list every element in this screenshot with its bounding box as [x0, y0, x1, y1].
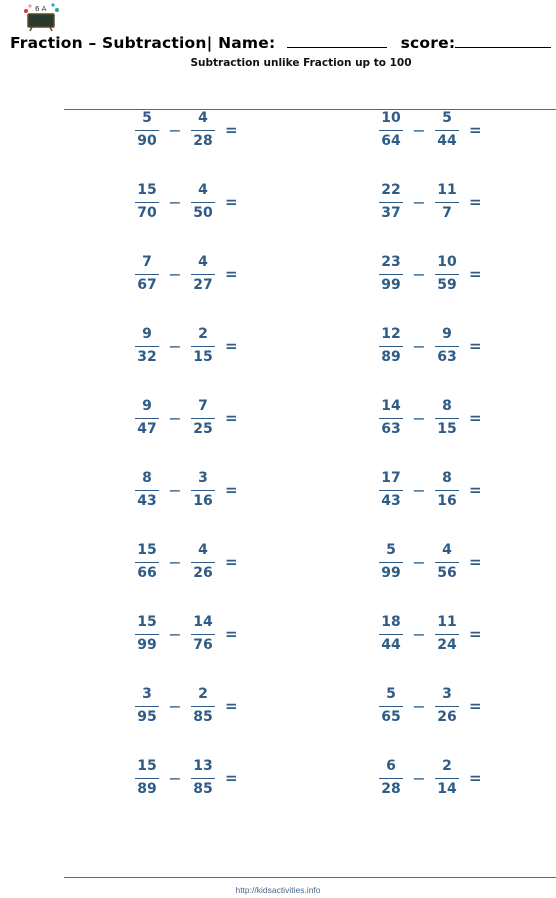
- equals-sign: =: [225, 481, 238, 499]
- denominator: 89: [381, 349, 401, 365]
- numerator: 15: [137, 182, 157, 198]
- numerator: 11: [437, 614, 457, 630]
- equals-sign: =: [469, 409, 482, 427]
- minus-sign: −: [412, 336, 426, 356]
- denominator: 66: [137, 565, 157, 581]
- denominator: 43: [137, 493, 157, 509]
- minus-sign: −: [412, 192, 426, 212]
- fraction-subtrahend: [190, 686, 216, 726]
- problem-item: [134, 614, 238, 654]
- minus-sign: −: [168, 480, 182, 500]
- fraction-bar: [135, 274, 159, 275]
- numerator: 8: [442, 398, 452, 414]
- fraction-bar: [191, 706, 215, 707]
- denominator: 99: [381, 277, 401, 293]
- denominator: 15: [193, 349, 213, 365]
- equals-sign: =: [469, 265, 482, 283]
- denominator: 76: [193, 637, 213, 653]
- minus-sign: −: [412, 624, 426, 644]
- worksheet-subtitle: Subtraction unlike Fraction up to 100: [190, 57, 412, 69]
- problem-item: [378, 110, 482, 150]
- fraction-bar: [435, 490, 459, 491]
- minus-sign: −: [412, 768, 426, 788]
- fraction-bar: [435, 706, 459, 707]
- numerator: 5: [386, 542, 396, 558]
- numerator: 5: [386, 686, 396, 702]
- numerator: 15: [137, 758, 157, 774]
- fraction-subtrahend: [434, 398, 460, 438]
- numerator: 4: [198, 110, 208, 126]
- equals-sign: =: [225, 337, 238, 355]
- numerator: 9: [142, 398, 152, 414]
- minus-sign: −: [412, 696, 426, 716]
- footer-divider: [64, 877, 556, 878]
- fraction-bar: [435, 418, 459, 419]
- denominator: 85: [193, 781, 213, 797]
- problem-item: [378, 758, 482, 798]
- problem-item: [378, 542, 482, 582]
- minus-sign: −: [412, 264, 426, 284]
- numerator: 2: [198, 326, 208, 342]
- equals-sign: =: [469, 769, 482, 787]
- fraction-bar: [435, 346, 459, 347]
- fraction-bar: [135, 202, 159, 203]
- fraction-minuend: [134, 758, 160, 798]
- fraction-subtrahend: [434, 542, 460, 582]
- fraction-bar: [435, 130, 459, 131]
- equals-sign: =: [469, 481, 482, 499]
- numerator: 22: [381, 182, 401, 198]
- numerator: 7: [142, 254, 152, 270]
- minus-sign: −: [412, 552, 426, 572]
- numerator: 3: [442, 686, 452, 702]
- fraction-bar: [379, 202, 403, 203]
- fraction-minuend: [134, 110, 160, 150]
- fraction-bar: [379, 346, 403, 347]
- numerator: 10: [437, 254, 457, 270]
- fraction-minuend: [378, 470, 404, 510]
- fraction-subtrahend: [434, 686, 460, 726]
- fraction-subtrahend: [190, 182, 216, 222]
- fraction-bar: [435, 202, 459, 203]
- problem-item: [134, 470, 238, 510]
- score-label: score:: [400, 34, 456, 52]
- denominator: 63: [381, 421, 401, 437]
- denominator: 56: [437, 565, 457, 581]
- fraction-minuend: [378, 542, 404, 582]
- numerator: 11: [437, 182, 457, 198]
- denominator: 28: [381, 781, 401, 797]
- worksheet-title: [10, 33, 551, 52]
- denominator: 50: [193, 205, 213, 221]
- fraction-minuend: [134, 326, 160, 366]
- fraction-bar: [135, 130, 159, 131]
- denominator: 64: [381, 133, 401, 149]
- problem-item: [134, 686, 238, 726]
- equals-sign: =: [225, 121, 238, 139]
- denominator: 26: [437, 709, 457, 725]
- fraction-bar: [135, 778, 159, 779]
- fraction-bar: [435, 778, 459, 779]
- fraction-subtrahend: [190, 398, 216, 438]
- fraction-subtrahend: [190, 542, 216, 582]
- numerator: 4: [198, 254, 208, 270]
- equals-sign: =: [225, 625, 238, 643]
- numerator: 7: [198, 398, 208, 414]
- fraction-bar: [379, 778, 403, 779]
- fraction-bar: [379, 490, 403, 491]
- equals-sign: =: [469, 553, 482, 571]
- minus-sign: −: [168, 408, 182, 428]
- numerator: 4: [198, 182, 208, 198]
- denominator: 26: [193, 565, 213, 581]
- fraction-subtrahend: [190, 326, 216, 366]
- denominator: 90: [137, 133, 157, 149]
- denominator: 27: [193, 277, 213, 293]
- fraction-minuend: [134, 470, 160, 510]
- equals-sign: =: [225, 553, 238, 571]
- fraction-subtrahend: [190, 110, 216, 150]
- fraction-subtrahend: [434, 758, 460, 798]
- school-blackboard-icon: [22, 2, 62, 32]
- denominator: 70: [137, 205, 157, 221]
- numerator: 5: [442, 110, 452, 126]
- fraction-minuend: [378, 758, 404, 798]
- numerator: 14: [193, 614, 213, 630]
- equals-sign: =: [469, 121, 482, 139]
- numerator: 18: [381, 614, 401, 630]
- minus-sign: −: [168, 552, 182, 572]
- fraction-subtrahend: [190, 254, 216, 294]
- numerator: 2: [198, 686, 208, 702]
- problem-item: [134, 542, 238, 582]
- minus-sign: −: [168, 624, 182, 644]
- fraction-bar: [191, 202, 215, 203]
- minus-sign: −: [168, 120, 182, 140]
- fraction-bar: [379, 562, 403, 563]
- denominator: 99: [381, 565, 401, 581]
- fraction-bar: [379, 634, 403, 635]
- fraction-minuend: [378, 686, 404, 726]
- numerator: 15: [137, 614, 157, 630]
- denominator: 59: [437, 277, 457, 293]
- fraction-bar: [191, 490, 215, 491]
- fraction-minuend: [378, 182, 404, 222]
- fraction-bar: [191, 346, 215, 347]
- denominator: 25: [193, 421, 213, 437]
- score-field[interactable]: [455, 33, 551, 48]
- numerator: 6: [386, 758, 396, 774]
- denominator: 67: [137, 277, 157, 293]
- denominator: 99: [137, 637, 157, 653]
- denominator: 65: [381, 709, 401, 725]
- denominator: 14: [437, 781, 457, 797]
- fraction-bar: [191, 778, 215, 779]
- problem-item: [378, 182, 482, 222]
- numerator: 23: [381, 254, 401, 270]
- fraction-bar: [135, 490, 159, 491]
- fraction-bar: [135, 418, 159, 419]
- equals-sign: =: [225, 697, 238, 715]
- denominator: 32: [137, 349, 157, 365]
- fraction-minuend: [134, 614, 160, 654]
- fraction-bar: [435, 274, 459, 275]
- fraction-subtrahend: [434, 614, 460, 654]
- problem-item: [378, 614, 482, 654]
- fraction-bar: [435, 562, 459, 563]
- denominator: 85: [193, 709, 213, 725]
- problem-item: [378, 326, 482, 366]
- numerator: 13: [193, 758, 213, 774]
- equals-sign: =: [469, 193, 482, 211]
- denominator: 16: [193, 493, 213, 509]
- fraction-bar: [191, 634, 215, 635]
- denominator: 37: [381, 205, 401, 221]
- fraction-subtrahend: [190, 758, 216, 798]
- minus-sign: −: [412, 120, 426, 140]
- equals-sign: =: [225, 409, 238, 427]
- minus-sign: −: [168, 696, 182, 716]
- numerator: 2: [442, 758, 452, 774]
- denominator: 43: [381, 493, 401, 509]
- footer-url[interactable]: http://kidsactivities.info: [235, 885, 321, 895]
- fraction-minuend: [134, 686, 160, 726]
- problem-item: [134, 758, 238, 798]
- problem-item: [134, 254, 238, 294]
- minus-sign: −: [168, 192, 182, 212]
- denominator: 28: [193, 133, 213, 149]
- logo-text: 6 A: [35, 5, 47, 13]
- fraction-bar: [435, 634, 459, 635]
- equals-sign: =: [225, 265, 238, 283]
- problem-item: [134, 398, 238, 438]
- minus-sign: −: [168, 336, 182, 356]
- numerator: 9: [142, 326, 152, 342]
- problem-item: [378, 470, 482, 510]
- fraction-minuend: [134, 542, 160, 582]
- denominator: 44: [381, 637, 401, 653]
- numerator: 12: [381, 326, 401, 342]
- fraction-subtrahend: [434, 326, 460, 366]
- denominator: 63: [437, 349, 457, 365]
- fraction-minuend: [134, 182, 160, 222]
- numerator: 4: [442, 542, 452, 558]
- numerator: 10: [381, 110, 401, 126]
- fraction-minuend: [378, 326, 404, 366]
- fraction-minuend: [378, 614, 404, 654]
- problem-item: [134, 326, 238, 366]
- denominator: 24: [437, 637, 457, 653]
- fraction-subtrahend: [190, 470, 216, 510]
- problem-item: [378, 398, 482, 438]
- numerator: 9: [442, 326, 452, 342]
- fraction-subtrahend: [434, 182, 460, 222]
- name-field[interactable]: [287, 33, 387, 48]
- minus-sign: −: [412, 480, 426, 500]
- problem-item: [378, 254, 482, 294]
- fraction-bar: [191, 562, 215, 563]
- numerator: 5: [142, 110, 152, 126]
- problem-item: [378, 686, 482, 726]
- denominator: 89: [137, 781, 157, 797]
- fraction-bar: [191, 130, 215, 131]
- numerator: 14: [381, 398, 401, 414]
- fraction-subtrahend: [434, 254, 460, 294]
- fraction-subtrahend: [434, 110, 460, 150]
- fraction-bar: [135, 562, 159, 563]
- numerator: 17: [381, 470, 401, 486]
- fraction-bar: [379, 418, 403, 419]
- denominator: 15: [437, 421, 457, 437]
- denominator: 44: [437, 133, 457, 149]
- denominator: 16: [437, 493, 457, 509]
- fraction-bar: [135, 634, 159, 635]
- equals-sign: =: [469, 337, 482, 355]
- equals-sign: =: [469, 625, 482, 643]
- numerator: 8: [442, 470, 452, 486]
- minus-sign: −: [168, 264, 182, 284]
- numerator: 8: [142, 470, 152, 486]
- problem-item: [134, 182, 238, 222]
- fraction-bar: [379, 130, 403, 131]
- denominator: 7: [442, 205, 452, 221]
- numerator: 4: [198, 542, 208, 558]
- fraction-subtrahend: [434, 470, 460, 510]
- denominator: 47: [137, 421, 157, 437]
- equals-sign: =: [469, 697, 482, 715]
- equals-sign: =: [225, 193, 238, 211]
- problem-item: [134, 110, 238, 150]
- fraction-subtrahend: [190, 614, 216, 654]
- fraction-minuend: [378, 398, 404, 438]
- numerator: 3: [142, 686, 152, 702]
- numerator: 15: [137, 542, 157, 558]
- fraction-bar: [379, 274, 403, 275]
- fraction-bar: [379, 706, 403, 707]
- fraction-bar: [191, 274, 215, 275]
- denominator: 95: [137, 709, 157, 725]
- fraction-bar: [135, 706, 159, 707]
- fraction-minuend: [134, 254, 160, 294]
- fraction-minuend: [378, 110, 404, 150]
- equals-sign: =: [225, 769, 238, 787]
- fraction-minuend: [134, 398, 160, 438]
- minus-sign: −: [168, 768, 182, 788]
- minus-sign: −: [412, 408, 426, 428]
- fraction-bar: [135, 346, 159, 347]
- numerator: 3: [198, 470, 208, 486]
- fraction-bar: [191, 418, 215, 419]
- fraction-minuend: [378, 254, 404, 294]
- title-prefix: Fraction – Subtraction| Name:: [10, 34, 276, 52]
